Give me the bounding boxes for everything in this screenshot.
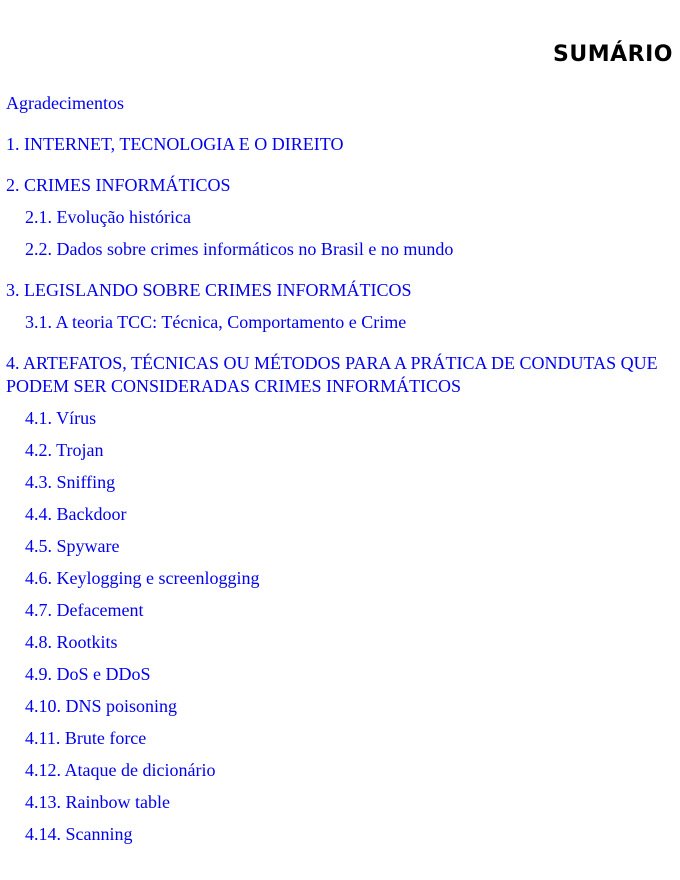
toc-link-chapter-4[interactable]: 4. ARTEFATOS, TÉCNICAS OU MÉTODOS PARA A PRÁTICA DE CONDUTAS QUE PODEM SER CONSIDERADAS CRIMES INFORMÁTICOS <box>6 353 658 396</box>
toc-link-section-4-4[interactable]: 4.4. Backdoor <box>25 504 127 524</box>
toc-link-section-4-1[interactable]: 4.1. Vírus <box>25 408 97 428</box>
toc-entry <box>6 133 674 156</box>
toc-link-section-2-1[interactable]: 2.1. Evolução histórica <box>25 207 191 227</box>
toc-subentry <box>6 471 674 494</box>
toc-link-section-4-12[interactable]: 4.12. Ataque de dicionário <box>25 760 216 780</box>
toc-link-chapter-3[interactable]: 3. LEGISLANDO SOBRE CRIMES INFORMÁTICOS <box>6 280 412 300</box>
toc-link-section-4-11[interactable]: 4.11. Brute force <box>25 728 147 748</box>
toc-subentry <box>6 503 674 526</box>
toc-subentry <box>6 238 674 261</box>
toc-link-section-4-5[interactable]: 4.5. Spyware <box>25 536 120 556</box>
toc-entry <box>6 279 674 302</box>
toc-link-section-2-2[interactable]: 2.2. Dados sobre crimes informáticos no Brasil e no mundo <box>25 239 454 259</box>
toc-link-section-4-6[interactable]: 4.6. Keylogging e screenlogging <box>25 568 260 588</box>
toc-subentry <box>6 535 674 558</box>
toc-link-section-4-14[interactable]: 4.14. Scanning <box>25 824 133 844</box>
toc-entry <box>6 174 674 197</box>
toc-subentry <box>6 791 674 814</box>
toc-subentry <box>6 695 674 718</box>
toc-link-section-3-1[interactable]: 3.1. A teoria TCC: Técnica, Comportamento e Crime <box>25 312 407 332</box>
toc-subentry <box>6 206 674 229</box>
toc-link-agradecimentos[interactable]: Agradecimentos <box>6 93 124 113</box>
table-of-contents <box>6 92 674 846</box>
toc-subentry <box>6 631 674 654</box>
toc-subentry <box>6 823 674 846</box>
toc-link-chapter-1[interactable]: 1. INTERNET, TECNOLOGIA E O DIREITO <box>6 134 344 154</box>
toc-subentry <box>6 311 674 334</box>
toc-link-section-4-13[interactable]: 4.13. Rainbow table <box>25 792 170 812</box>
toc-subentry <box>6 599 674 622</box>
toc-link-section-4-9[interactable]: 4.9. DoS e DDoS <box>25 664 151 684</box>
toc-link-section-4-10[interactable]: 4.10. DNS poisoning <box>25 696 178 716</box>
toc-link-section-4-2[interactable]: 4.2. Trojan <box>25 440 104 460</box>
toc-link-section-4-8[interactable]: 4.8. Rootkits <box>25 632 118 652</box>
toc-entry <box>6 92 674 115</box>
toc-link-chapter-2[interactable]: 2. CRIMES INFORMÁTICOS <box>6 175 231 195</box>
toc-entry <box>6 352 674 398</box>
toc-subentry <box>6 663 674 686</box>
toc-subentry <box>6 759 674 782</box>
toc-link-section-4-3[interactable]: 4.3. Sniffing <box>25 472 116 492</box>
toc-subentry <box>6 407 674 430</box>
toc-subentry <box>6 567 674 590</box>
toc-subentry <box>6 439 674 462</box>
toc-subentry <box>6 727 674 750</box>
page-title: SUMÁRIO <box>553 42 673 67</box>
toc-link-section-4-7[interactable]: 4.7. Defacement <box>25 600 144 620</box>
